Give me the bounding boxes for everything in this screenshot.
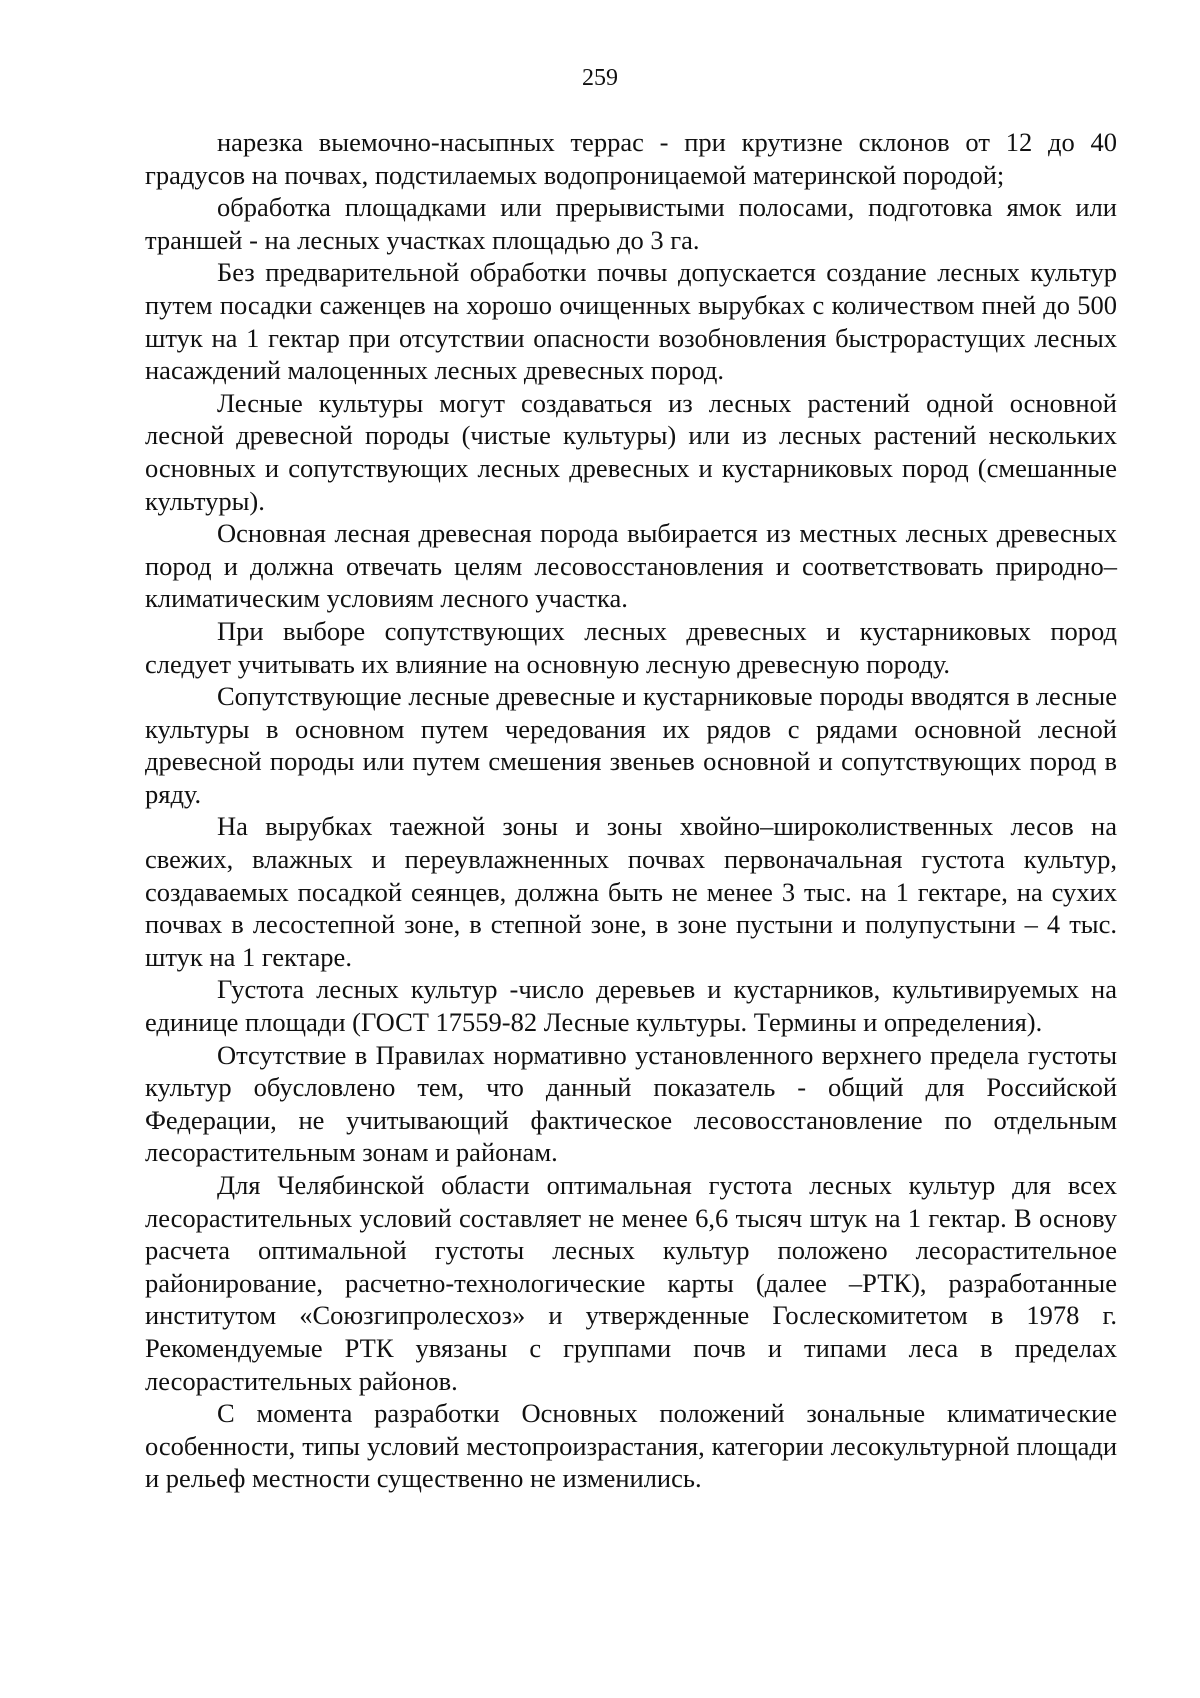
paragraph-chelyabinsk-density: Для Челябинской области оптимальная густота лесных культур для всех лесорастительных условий составляет не менее 6,6 тысяч штук на 1 гектар. В основу расчета оптимальной густоты лесных культур положено лесорастительное районирование, расчетно-технологические карты (далее –РТК), разработанные институтом «Союзгипролесхоз» и утвержденные Гослескомитетом в 1978 г. Рекомендуемые РТК увязаны с группами почв и типами леса в пределах лесорастительных районов. bbox=[145, 1170, 1117, 1396]
paragraph-density-definition: Густота лесных культур -число деревьев и кустарников, культивируемых на единице площади (ГОСТ 17559-82 Лесные культуры. Термины и определения). bbox=[145, 974, 1117, 1038]
paragraph-initial-density: На вырубках таежной зоны и зоны хвойно–широколиственных лесов на свежих, влажных и переувлажненных почвах первоначальная густота культур, создаваемых посадкой сеянцев, должна быть не менее 3 тыс. на 1 гектаре, на сухих почвах в лесостепной зоне, в степной зоне, в зоне пустыни и полупустыни – 4 тыс. штук на 1 гектаре. bbox=[145, 811, 1117, 972]
page-number: 259 bbox=[582, 65, 618, 91]
paragraph-no-soil-processing: Без предварительной обработки почвы допускается создание лесных культур путем посадки саженцев на хорошо очищенных вырубках с количеством пней до 500 штук на 1 гектар при отсутствии опасности возобновления быстрорастущих лесных насаждений малоценных лесных древесных пород. bbox=[145, 257, 1117, 386]
paragraph-terraces: нарезка выемочно-насыпных террас - при крутизне склонов от 12 до 40 градусов на почвах, подстилаемых водопроницаемой материнской породой; bbox=[145, 127, 1117, 190]
paragraph-introduction-methods: Сопутствующие лесные древесные и кустарниковые породы вводятся в лесные культуры в основном путем чередования их рядов с рядами основной лесной древесной породы или путем смешения звеньев основной и сопутствующих пород в ряду. bbox=[145, 681, 1117, 809]
paragraph-conditions-unchanged: С момента разработки Основных положений зональные климатические особенности, типы условий местопроизрастания, категории лесокультурной площади и рельеф местности существенно не изменились. bbox=[145, 1398, 1117, 1494]
paragraph-plots-processing: обработка площадками или прерывистыми полосами, подготовка ямок или траншей - на лесных участках площадью до 3 га. bbox=[145, 192, 1117, 255]
paragraph-pure-mixed-cultures: Лесные культуры могут создаваться из лесных растений одной основной лесной древесной породы (чистые культуры) или из лесных растений нескольких основных и сопутствующих лесных древесных и кустарниковых пород (смешанные культуры). bbox=[145, 387, 1117, 516]
paragraph-upper-limit: Отсутствие в Правилах нормативно установленного верхнего предела густоты культур обусловлено тем, что данный показатель - общий для Российской Федерации, не учитывающий фактическое лесовосстановление по отдельным лесорастительным зонам и районам. bbox=[145, 1039, 1117, 1168]
paragraph-main-species: Основная лесная древесная порода выбирается из местных лесных древесных пород и должна отвечать целям лесовосстановления и соответствовать природно–климатическим условиям лесного участка. bbox=[145, 518, 1117, 614]
paragraph-accompanying-species: При выборе сопутствующих лесных древесных и кустарниковых пород следует учитывать их влияние на основную лесную древесную породу. bbox=[145, 615, 1117, 679]
body-text bbox=[145, 126, 1117, 1495]
